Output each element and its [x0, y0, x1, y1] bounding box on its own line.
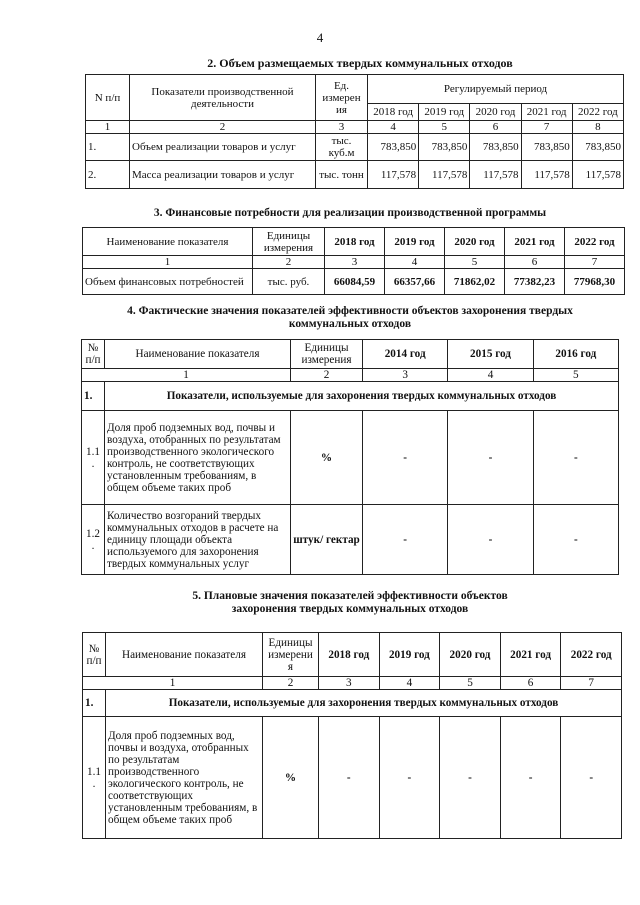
- header-year: 2021 год: [505, 228, 565, 256]
- header-num: N п/п: [86, 75, 130, 121]
- index-cell: 7: [565, 256, 625, 269]
- row-value: 783,850: [368, 134, 419, 161]
- table-row: [82, 411, 619, 505]
- index-cell: 5: [419, 121, 470, 134]
- row-value: 783,850: [521, 134, 572, 161]
- group-label: Показатели, используемые для захоронения твердых коммунальных отходов: [106, 690, 622, 717]
- header-indicator: Наименование показателя: [105, 340, 291, 369]
- row-value: 117,578: [368, 161, 419, 189]
- section-5-title-line2: захоронения твердых коммунальных отходов: [231, 603, 469, 615]
- row-name: Доля проб подземных вод, почвы и воздуха, отобранных по результатам производственного экологического контроль, не соответствующих установленным требованиям, в общем объеме таких проб: [105, 411, 291, 505]
- row-value: 77968,30: [565, 269, 625, 295]
- row-value: 71862,02: [445, 269, 505, 295]
- index-cell: 2: [263, 677, 319, 690]
- header-year: 2018 год: [325, 228, 385, 256]
- finance-table: [82, 227, 625, 295]
- index-cell: 1: [86, 121, 130, 134]
- index-cell: 5: [445, 256, 505, 269]
- row-num: 1.: [86, 134, 130, 161]
- actual-indicators-table: [81, 339, 619, 575]
- header-year: 2019 год: [385, 228, 445, 256]
- header-year: 2020 год: [445, 228, 505, 256]
- group-label: Показатели, используемые для захоронения твердых коммунальных отходов: [105, 382, 619, 411]
- index-cell: 4: [379, 677, 440, 690]
- index-cell: 5: [440, 677, 501, 690]
- index-cell: 7: [521, 121, 572, 134]
- row-name: Объем реализации товаров и услуг: [130, 134, 316, 161]
- row-unit: тыс. куб.м: [316, 134, 368, 161]
- row-value: -: [448, 411, 533, 505]
- index-cell: 1: [83, 256, 253, 269]
- index-cell: 3: [325, 256, 385, 269]
- row-value: -: [319, 717, 380, 839]
- table-row: [86, 161, 624, 189]
- section-3-title: 3. Финансовые потребности для реализации производственной программы: [153, 207, 547, 219]
- index-cell: 6: [505, 256, 565, 269]
- row-unit: %: [291, 411, 363, 505]
- row-num: 2.: [86, 161, 130, 189]
- index-cell: 3: [316, 121, 368, 134]
- header-year: 2020 год: [470, 104, 521, 121]
- section-2-title: 2. Объем размещаемых твердых коммунальных отходов: [207, 56, 513, 70]
- row-value: -: [379, 717, 440, 839]
- header-num: № п/п: [83, 633, 106, 677]
- row-value: -: [533, 411, 618, 505]
- header-year: 2018 год: [368, 104, 419, 121]
- index-cell: 1: [83, 677, 263, 690]
- row-name: Количество возгораний твердых коммунальных отходов в расчете на единицу площади объекта используемого для захоронения твердых коммунальных услуг: [105, 505, 291, 575]
- row-value: 117,578: [572, 161, 623, 189]
- header-year: 2019 год: [379, 633, 440, 677]
- header-year: 2021 год: [500, 633, 561, 677]
- row-value: 117,578: [521, 161, 572, 189]
- header-year: 2014 год: [363, 340, 448, 369]
- row-value: -: [440, 717, 501, 839]
- header-indicator: Наименование показателя: [83, 228, 253, 256]
- index-cell: 4: [448, 369, 533, 382]
- row-num: 1.1 .: [83, 717, 106, 839]
- group-num: 1.: [82, 382, 105, 411]
- section-4-title-line1: 4. Фактические значения показателей эффективности объектов захоронения твердых: [127, 305, 573, 317]
- index-cell: 3: [319, 677, 380, 690]
- row-value: -: [533, 505, 618, 575]
- row-name: Доля проб подземных вод, почвы и воздуха, отобранных по результатам производственного экологического контроль, не соответствующих установленным требованиям, в общем объеме таких проб: [106, 717, 263, 839]
- row-value: -: [448, 505, 533, 575]
- row-unit: тыс. тонн: [316, 161, 368, 189]
- header-unit: Ед. измерен ия: [316, 75, 368, 121]
- header-unit: Единицы измерения: [253, 228, 325, 256]
- index-cell: 7: [561, 677, 622, 690]
- table-row: [83, 269, 625, 295]
- row-value: 66357,66: [385, 269, 445, 295]
- header-year: 2020 год: [440, 633, 501, 677]
- page-number: 4: [316, 30, 324, 45]
- index-cell: 5: [533, 369, 618, 382]
- header-num: № п/п: [82, 340, 105, 369]
- header-unit: Единицы измерени я: [263, 633, 319, 677]
- header-year: 2022 год: [561, 633, 622, 677]
- section-4-title-line2: коммунальных отходов: [288, 318, 412, 330]
- group-num: 1.: [83, 690, 106, 717]
- header-indicator: Показатели производственной деятельности: [130, 75, 316, 121]
- header-unit: Единицы измерения: [291, 340, 363, 369]
- row-value: -: [363, 505, 448, 575]
- index-cell: 1: [82, 369, 291, 382]
- header-year: 2016 год: [533, 340, 618, 369]
- table-row: [83, 717, 622, 839]
- row-unit: штук/ гектар: [291, 505, 363, 575]
- row-value: -: [561, 717, 622, 839]
- index-cell: 3: [363, 369, 448, 382]
- row-unit: тыс. руб.: [253, 269, 325, 295]
- row-value: 117,578: [470, 161, 521, 189]
- row-value: 66084,59: [325, 269, 385, 295]
- header-period: Регулируемый период: [368, 75, 624, 104]
- row-value: 117,578: [419, 161, 470, 189]
- row-value: 783,850: [572, 134, 623, 161]
- index-cell: 2: [253, 256, 325, 269]
- header-indicator: Наименование показателя: [106, 633, 263, 677]
- row-num: 1.2 .: [82, 505, 105, 575]
- row-value: -: [500, 717, 561, 839]
- header-year: 2019 год: [419, 104, 470, 121]
- header-year: 2018 год: [319, 633, 380, 677]
- row-value: 77382,23: [505, 269, 565, 295]
- row-unit: %: [263, 717, 319, 839]
- header-year: 2015 год: [448, 340, 533, 369]
- planned-indicators-table: [82, 632, 622, 839]
- header-year: 2022 год: [572, 104, 623, 121]
- index-cell: 6: [500, 677, 561, 690]
- row-name: Объем финансовых потребностей: [83, 269, 253, 295]
- row-num: 1.1 .: [82, 411, 105, 505]
- section-5-title-line1: 5. Плановые значения показателей эффективности объектов: [192, 590, 508, 602]
- row-value: 783,850: [470, 134, 521, 161]
- index-cell: 8: [572, 121, 623, 134]
- header-year: 2022 год: [565, 228, 625, 256]
- index-cell: 6: [470, 121, 521, 134]
- table-row: [86, 134, 624, 161]
- row-value: 783,850: [419, 134, 470, 161]
- index-cell: 4: [385, 256, 445, 269]
- volume-table: [85, 74, 624, 189]
- row-name: Масса реализации товаров и услуг: [130, 161, 316, 189]
- index-cell: 2: [291, 369, 363, 382]
- header-year: 2021 год: [521, 104, 572, 121]
- index-cell: 2: [130, 121, 316, 134]
- row-value: -: [363, 411, 448, 505]
- table-row: [82, 505, 619, 575]
- index-cell: 4: [368, 121, 419, 134]
